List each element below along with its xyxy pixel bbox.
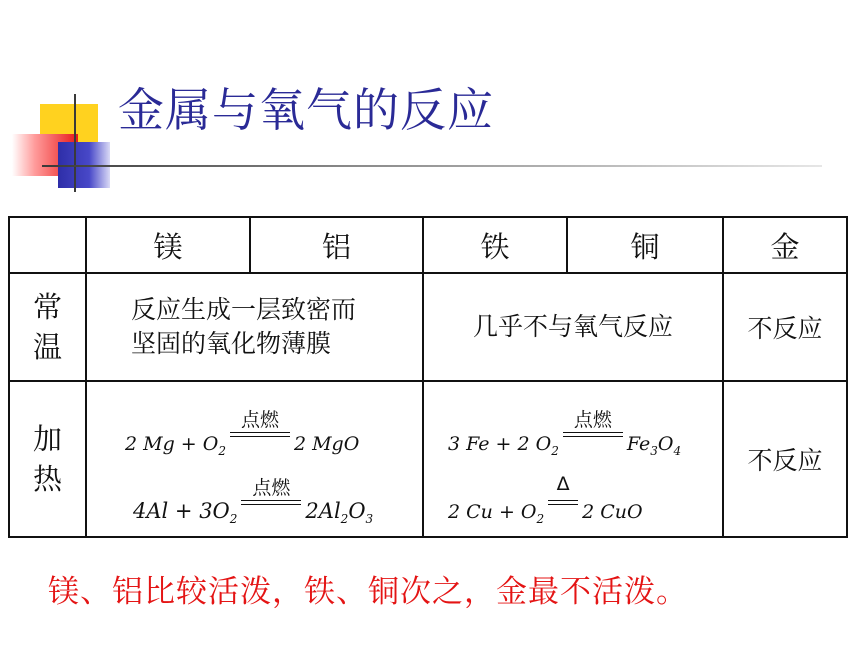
- equation-fe: 3 Fe + 2 $O_2$ 点燃 $Fe_3O_4$: [448, 409, 682, 458]
- desc-line: 坚固的氧化物薄膜: [131, 329, 332, 358]
- page-title: 金属与氧气的反应: [118, 83, 494, 137]
- row-label-line: 加: [32, 422, 62, 456]
- mg-al-room-temp: [86, 273, 423, 381]
- fe-cu-room-temp: 几乎不与氧气反应: [423, 273, 723, 381]
- row-label-room-temp: [9, 273, 86, 381]
- mg-al-equations: [86, 381, 423, 537]
- reaction-arrow: Δ: [548, 498, 578, 518]
- heating-row: [9, 381, 847, 537]
- reaction-table: [8, 216, 848, 538]
- header-au: 金: [723, 217, 847, 273]
- fe-cu-equations: [423, 381, 723, 537]
- equation-al: $4Al + 3O_2$ 点燃 $2Al_2O_3$: [133, 477, 374, 527]
- header-al: 铝: [250, 217, 423, 273]
- reaction-arrow: 点燃: [230, 430, 290, 450]
- title-underline: [42, 165, 822, 167]
- equation-mg: 2 $Mg + O_2$ 点燃 2 MgO: [125, 409, 360, 458]
- reaction-arrow: 点燃: [241, 498, 301, 518]
- corner-cell: [9, 217, 86, 273]
- row-label-heating: [9, 381, 86, 537]
- reaction-arrow: 点燃: [563, 430, 623, 450]
- header-fe: 铁: [423, 217, 567, 273]
- au-heating: 不反应: [723, 381, 847, 537]
- header-row: [9, 217, 847, 273]
- decor-vertical-line: [74, 94, 76, 192]
- equation-cu: 2 $Cu + O_2$ Δ 2 CuO: [448, 473, 643, 526]
- row-label-line: 热: [32, 462, 62, 496]
- room-temp-row: [9, 273, 847, 381]
- header-mg: 镁: [86, 217, 250, 273]
- au-room-temp: 不反应: [723, 273, 847, 381]
- row-label-line: 温: [32, 330, 62, 364]
- desc-line: 反应生成一层致密而: [131, 295, 357, 324]
- header-cu: 铜: [567, 217, 723, 273]
- conclusion-text: 镁、铝比较活泼，铁、铜次之，金最不活泼。: [48, 574, 688, 610]
- row-label-line: 常: [32, 290, 62, 324]
